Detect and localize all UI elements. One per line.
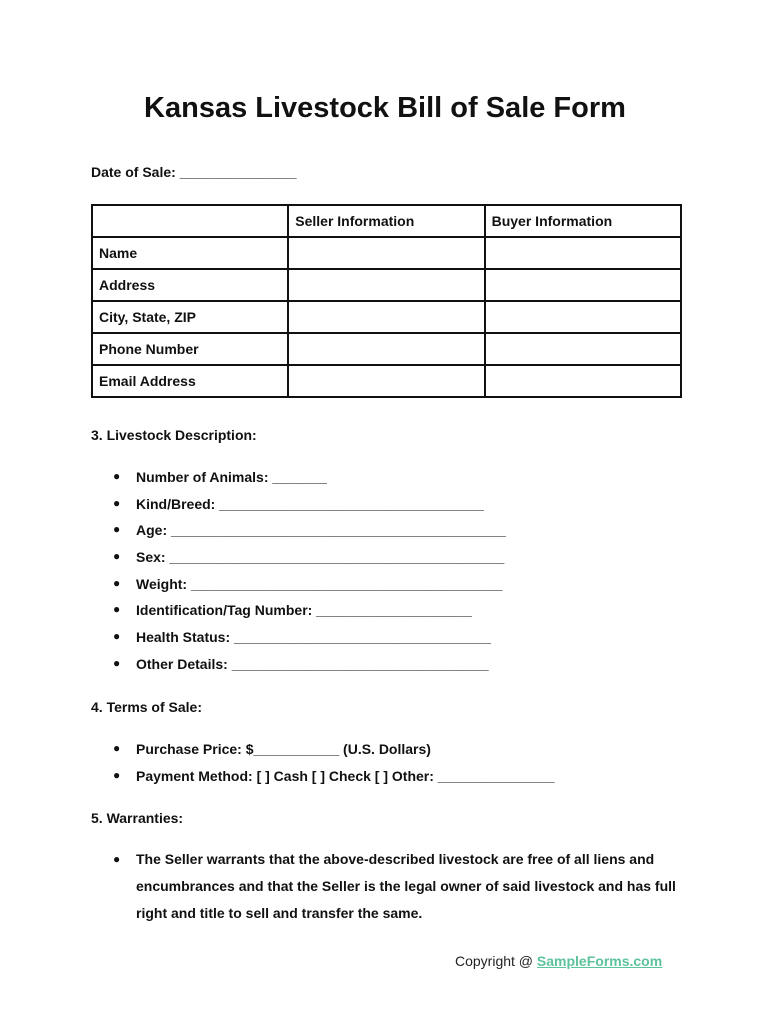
table-header-cell [92,205,288,237]
copyright-footer [455,953,662,969]
page-title: Kansas Livestock Bill of Sale Form [144,92,626,124]
table-header-row [92,205,681,237]
bullet-icon: ● [113,549,121,564]
date-of-sale-field: Date of Sale: _______________ [91,164,297,180]
row-label-email: Email Address [92,365,288,397]
list-item [91,496,506,523]
row-label-address: Address [92,269,288,301]
buyer-name-cell[interactable] [485,237,681,269]
copyright-label: Copyright @ [455,953,537,969]
buyer-address-cell[interactable] [485,269,681,301]
sex-field: Sex: ___________________________________________ [136,549,505,566]
list-item [91,522,506,549]
bullet-icon: ● [113,768,121,782]
table-row [92,365,681,397]
weight-field: Weight: ________________________________________ [136,575,503,592]
warranty-text: The Seller warrants that the above-described livestock are free of all liens and encumbrances and that the Seller is the legal owner of said livestock and has full right and title to sell and transfer the same. [136,851,676,921]
age-field: Age: ___________________________________________ [136,522,506,539]
list-item [91,768,555,795]
bullet-icon: ● [113,602,121,617]
list-item [91,576,506,603]
health-status-field: Health Status: _________________________________ [136,629,491,646]
bullet-icon: ● [113,575,121,590]
buyer-email-cell[interactable] [485,365,681,397]
bullet-icon: ● [113,852,121,866]
section-4-heading: 4. Terms of Sale: [91,699,203,715]
bullet-icon: ● [113,469,121,483]
tag-number-field: Identification/Tag Number: ____________________ [136,602,472,619]
bullet-icon: ● [113,522,121,537]
section-3-heading: 3. Livestock Description: [91,427,257,443]
list-item [91,629,506,656]
list-item [91,469,506,496]
seller-email-cell[interactable] [288,365,484,397]
buyer-city-cell[interactable] [485,301,681,333]
kind-breed-field: Kind/Breed: __________________________________ [136,495,484,512]
party-info-table [91,204,682,398]
list-item [91,656,506,683]
other-details-field: Other Details: _________________________________ [136,655,489,672]
seller-address-cell[interactable] [288,269,484,301]
terms-of-sale-list [91,741,555,795]
purchase-price-field: Purchase Price: $___________ (U.S. Dollars) [136,741,431,757]
bullet-icon: ● [113,629,121,644]
row-label-name: Name [92,237,288,269]
bullet-icon: ● [113,495,121,510]
section-5-heading: 5. Warranties: [91,810,184,826]
table-row [92,237,681,269]
row-label-phone: Phone Number [92,333,288,365]
row-label-city-state-zip: City, State, ZIP [92,301,288,333]
list-item [91,549,506,576]
bullet-icon: ● [113,741,121,755]
table-row [92,269,681,301]
seller-city-cell[interactable] [288,301,484,333]
livestock-description-list [91,469,506,683]
seller-phone-cell[interactable] [288,333,484,365]
brand-link[interactable]: SampleForms.com [536,953,663,969]
seller-name-cell[interactable] [288,237,484,269]
table-header-buyer: Buyer Information [485,205,681,237]
list-item [91,741,555,768]
table-row [92,301,681,333]
buyer-phone-cell[interactable] [485,333,681,365]
bullet-icon: ● [113,655,121,670]
payment-method-field: Payment Method: [ ] Cash [ ] Check [ ] Other: _______________ [136,768,555,784]
table-row [92,333,681,365]
animal-count-field: Number of Animals: _______ [136,469,327,485]
list-item [91,602,506,629]
table-header-seller: Seller Information [288,205,484,237]
